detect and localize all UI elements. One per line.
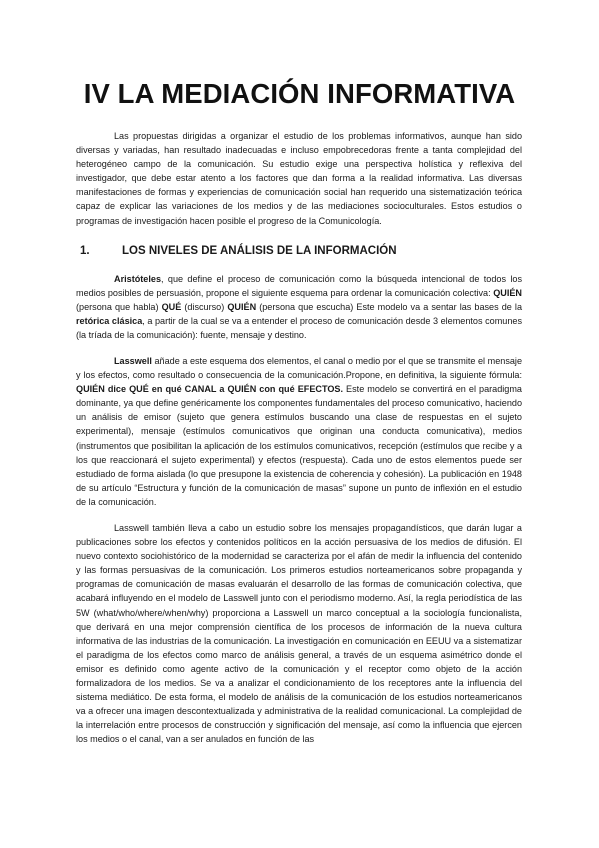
lasswell-formula: QUIÉN dice QUÉ en qué CANAL a QUIÉN con qué EFECTOS. — [76, 384, 344, 395]
retorica-term: retórica clásica — [76, 316, 143, 327]
intro-text: Las propuestas dirigidas a organizar el estudio de los problemas informativos, aunque han sido diversas y variadas, han resultado inadecuadas e incluso empobrecedoras frente a tanta complejidad del heterogéneo campo de la comunicación. Su estudio exige una perspectiva holística y reflexiva del investigador, que debe estar atento a los factores que dan forma a la realidad informativa. Las diversas manifestaciones de formas y experiencias de comunicación social han requerido una sistematización teórica capaz de explicar las variaciones de los medios y de las mediaciones socioculturales. Estos estudios o programas de investigación hacen posible el progreso de la Comunicología. — [76, 131, 522, 226]
lasswell-paragraph: Lasswell añade a este esquema dos elementos, el canal o medio por el que se transmite el mensaje y los efectos, como resultado o consecuencia de la comunicación.Propone, en definitiva, la siguiente fórmula: QUIÉN dice QUÉ en qué CANAL a QUIÉN con qué EFECTOS. Este modelo se convertirá en el paradigma dominante, ya que define genéricamente los componentes fundamentales del proceso comunicativo, haciendo un análisis de emisor (sujeto que genera estímulos buscando una clase de respuestas en el sujeto experimental), mensaje (estímulos comunicativos que originan una conducta comunicativa), medios (instrumentos que posibilitan la aplicación de los estímulos comunicativos, recepción (estímulos que recibe y a los que reaccionará el sujeto experimental) y efectos (respuesta). Cada uno de estos elementos puede ser estudiado de forma aislada (lo que presupone la existencia de coherencia y cohesión). La publicación en 1948 de su artículo “Estructura y función de la comunicación de masas” supone un punto de inflexión en el estudio de la comunicación. — [76, 356, 522, 507]
quien-term-2: QUIÉN — [227, 302, 257, 313]
aristoteles-paragraph: Aristóteles, que define el proceso de comunicación como la búsqueda intencional de todos los medios posibles de persuasión, propone el siguiente esquema para ordenar la comunicación colectiva: QUIÉN (persona que habla) QUÉ (discurso) QUIÉN (persona que escucha) Este modelo va a sentar las bases de la retórica clásica, a partir de la cual se va a entender el proceso de comunicación desde 3 elementos comunes (la tríada de la comunicación): fuente, mensaje y destino. — [76, 274, 522, 341]
page-title: IV LA MEDIACIÓN INFORMATIVA — [83, 78, 516, 109]
aristoteles-name: Aristóteles — [114, 274, 162, 284]
section-number: 1. — [80, 245, 90, 257]
lasswell-name: Lasswell — [114, 356, 152, 366]
intro-paragraph — [76, 129, 522, 228]
lasswell-text-2: Lasswell también lleva a cabo un estudio sobre los mensajes propagandísticos, que darán lugar a publicaciones sobre los efectos y contenidos políticos en la acción persuasiva de los medios de difusión. El nuevo contexto sociohistórico de la modernidad se caracteriza por el afán de medir la influencia del contenido y las formas persuasivas de la comunicación. Los primeros estudios norteamericanos sobre propaganda y programas de comunicación de masas evaluarán el desarrollo de las formas de comunicación colectiva, que acabará influyendo en el modelo de Lasswell junto con el periodismo moderno. Así, la regla periodística de las 5W (what/who/where/when/why) proporciona a Lasswell un marco conceptual a la sociología funcionalista, que derivará en una mejor comprensión científica de los procesos de información de la nueva cultura informativa de las industrias de la comunicación. La investigación en comunicación en EEUU va a sistematizar el paradigma de los efectos como marco de análisis general, a través de un esquema asimétrico donde el emisor es definido como agente activo de la comunicación y el receptor como objeto de la acción formalizadora de los medios. Se va a analizar el condicionamiento de los receptores ante la influencia del sistema mediático. De esta forma, el modelo de análisis de la comunicación de los estudios norteamericanos va a ofrecer una imagen descontextualizada y administrativa de la realidad comunicacional. La complejidad de la interrelación entre procesos de construcción y significación del mensaje, así como la influencia que ejercen los medios o el canal, van a ser anulados en función de las — [76, 523, 522, 745]
que-term: QUÉ — [161, 302, 182, 313]
lasswell-paragraph-2 — [76, 521, 522, 747]
section-heading — [80, 245, 397, 257]
quien-term: QUIÉN — [493, 288, 522, 299]
section-title: LOS NIVELES DE ANÁLISIS DE LA INFORMACIÓN — [122, 245, 397, 257]
